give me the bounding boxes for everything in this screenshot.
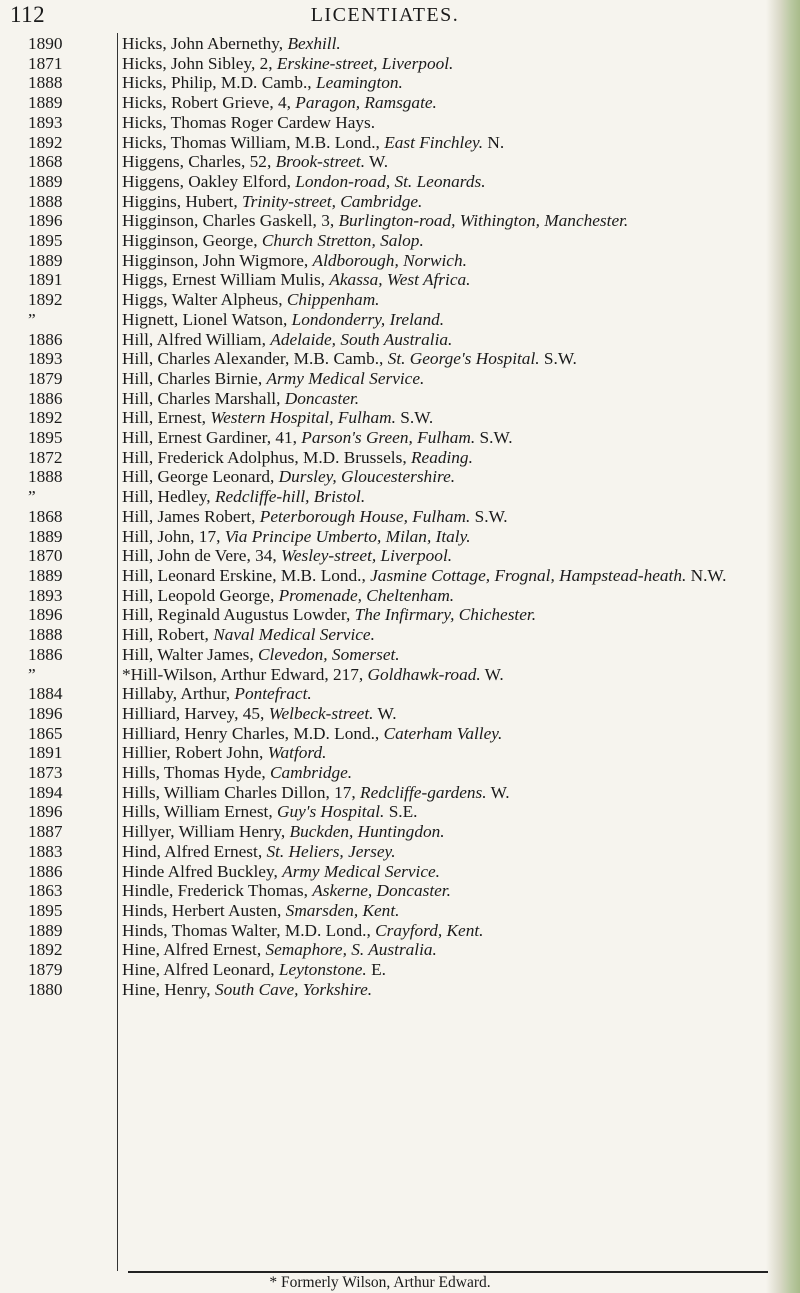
entry-text: [122, 54, 786, 74]
entry-text: [122, 290, 786, 310]
entry-text: [122, 862, 786, 882]
entry-year: 1895: [28, 900, 63, 920]
entry-text: [122, 645, 786, 665]
entry-text: [122, 507, 786, 527]
list-item: [0, 645, 790, 665]
entry-year: 1863: [28, 881, 63, 901]
entry-text: [122, 211, 786, 231]
entry-address: Parson's Green, Fulham.: [301, 428, 476, 448]
entry-address: Chippenham.: [286, 290, 380, 310]
entry-text: [122, 724, 786, 744]
list-item: [0, 251, 790, 271]
entry-name: Hilliard, Henry Charles, M.D. Lond.,: [122, 723, 384, 743]
entry-text: [122, 192, 786, 212]
entry-text: [122, 960, 786, 980]
entry-year: 1893: [28, 585, 63, 605]
entry-address: Redcliffe-hill, Bristol.: [214, 487, 366, 507]
entry-year: 1870: [28, 546, 63, 566]
entry-year: 1886: [28, 329, 63, 349]
entry-text: [122, 546, 786, 566]
entry-address: Londonderry, Ireland.: [291, 309, 445, 329]
entry-year: 1892: [28, 408, 63, 428]
entry-name: Hinde Alfred Buckley,: [122, 861, 283, 881]
entry-year: 1890: [28, 34, 63, 53]
entry-text: [122, 231, 786, 251]
list-item: [0, 921, 790, 941]
entry-year: 1893: [28, 112, 63, 132]
entry-year: 1889: [28, 171, 63, 191]
entry-name: Hillier, Robert John,: [122, 743, 268, 763]
entry-text: [122, 448, 786, 468]
entry-name: Hicks, John Abernethy,: [122, 34, 288, 53]
entry-name: Hill, James Robert,: [122, 506, 260, 526]
list-item: [0, 330, 790, 350]
entry-name: Hill, Hedley,: [122, 487, 215, 507]
list-item: [0, 783, 790, 803]
entry-year: 1896: [28, 211, 63, 231]
entry-name: *Hill-Wilson, Arthur Edward, 217,: [122, 664, 368, 684]
entry-address: Naval Medical Service.: [213, 625, 375, 645]
entry-name: Hills, Thomas Hyde,: [122, 763, 271, 783]
entry-address: Western Hospital, Fulham.: [210, 408, 396, 428]
list-item: [0, 408, 790, 428]
entry-year: 1888: [28, 191, 63, 211]
entry-address: Watford.: [267, 743, 327, 763]
entry-year: 1889: [28, 250, 63, 270]
list-item: [0, 684, 790, 704]
list-item: [0, 448, 790, 468]
list-item: [0, 467, 790, 487]
entry-text: [122, 783, 786, 803]
entry-district: W.: [480, 664, 504, 684]
entry-year: 1889: [28, 565, 63, 585]
entry-year: 1892: [28, 132, 63, 152]
entry-name: Hicks, Philip, M.D. Camb.,: [122, 73, 316, 93]
entry-address: Leamington.: [315, 73, 403, 93]
list-item: [0, 901, 790, 921]
entry-name: Hine, Alfred Leonard,: [122, 960, 279, 980]
entry-text: [122, 487, 786, 507]
list-item: [0, 605, 790, 625]
entry-year: ”: [28, 664, 36, 684]
list-item: [0, 133, 790, 153]
list-item: [0, 428, 790, 448]
entry-text: [122, 625, 786, 645]
entry-year: 1894: [28, 782, 63, 802]
entry-address: Pontefract.: [234, 684, 312, 704]
entry-name: Hicks, Thomas Roger Cardew Hays.: [122, 112, 376, 132]
entry-address: Guy's Hospital.: [276, 802, 385, 822]
entry-text: [122, 743, 786, 763]
entry-name: Hill, Charles Birnie,: [122, 368, 267, 388]
list-item: [0, 152, 790, 172]
entry-text: [122, 901, 786, 921]
list-item: [0, 704, 790, 724]
entry-text: [122, 133, 786, 153]
entry-district: N.W.: [686, 565, 727, 585]
entry-name: Hillaby, Arthur,: [122, 684, 235, 704]
entry-text: [122, 389, 786, 409]
entry-text: [122, 566, 786, 586]
entry-text: [122, 73, 786, 93]
entry-name: Hicks, Robert Grieve, 4,: [122, 93, 296, 113]
entry-text: [122, 940, 786, 960]
entry-name: Hind, Alfred Ernest,: [122, 841, 267, 861]
entry-text: [122, 684, 786, 704]
entry-year: 1888: [28, 467, 63, 487]
list-item: [0, 507, 790, 527]
entry-year: 1886: [28, 644, 63, 664]
entry-text: [122, 881, 786, 901]
entry-text: [122, 408, 786, 428]
entry-address: Bexhill.: [287, 34, 341, 53]
entry-name: Higgs, Ernest William Mulis,: [122, 270, 330, 290]
entry-address: Jasmine Cottage, Frognal, Hampstead-heath.: [370, 565, 687, 585]
entry-district: E.: [366, 960, 386, 980]
entry-address: Brook-street.: [275, 152, 366, 172]
page-header: [0, 0, 800, 30]
entry-text: [122, 34, 786, 54]
entry-address: Caterham Valley.: [383, 723, 503, 743]
list-item: [0, 763, 790, 783]
entry-address: Paragon, Ramsgate.: [295, 93, 437, 113]
entry-address: Cambridge.: [270, 763, 353, 783]
entry-text: [122, 665, 786, 685]
entry-text: [122, 802, 786, 822]
entry-district: S.W.: [539, 349, 577, 369]
entry-address: St. Heliers, Jersey.: [266, 841, 396, 861]
list-item: [0, 743, 790, 763]
list-item: [0, 802, 790, 822]
entry-address: Crayford, Kent.: [375, 920, 484, 940]
page-number: 112: [10, 2, 46, 27]
list-item: [0, 54, 790, 74]
entry-name: Hill, George Leonard,: [122, 467, 279, 487]
list-item: [0, 665, 790, 685]
list-item: [0, 211, 790, 231]
entry-address: Leytonstone.: [278, 960, 367, 980]
entry-year: 1891: [28, 743, 63, 763]
entry-name: Hinds, Thomas Walter, M.D. Lond.,: [122, 920, 376, 940]
entry-name: Hill, Alfred William,: [122, 329, 271, 349]
list-item: [0, 34, 790, 54]
entry-address: Clevedon, Somerset.: [258, 644, 400, 664]
entry-year: 1892: [28, 940, 63, 960]
entry-name: Hill, Charles Alexander, M.B. Camb.,: [122, 349, 388, 369]
list-item: [0, 231, 790, 251]
list-item: [0, 487, 790, 507]
entry-year: 1880: [28, 979, 63, 999]
entry-year: 1865: [28, 723, 63, 743]
entry-text: [122, 330, 786, 350]
entry-address: Church Stretton, Salop.: [261, 231, 424, 251]
entry-district: N.: [483, 132, 505, 152]
entry-address: Buckden, Huntingdon.: [289, 822, 445, 842]
entry-year: 1868: [28, 152, 63, 172]
entry-year: 1895: [28, 231, 63, 251]
entry-text: [122, 152, 786, 172]
entry-year: 1888: [28, 625, 63, 645]
entry-year: 1889: [28, 93, 63, 113]
entry-address: Army Medical Service.: [282, 861, 441, 881]
entry-name: Hilliard, Harvey, 45,: [122, 703, 269, 723]
entry-address: Via Principe Umberto, Milan, Italy.: [224, 526, 471, 546]
entry-address: Army Medical Service.: [266, 368, 425, 388]
entry-address: Aldborough, Norwich.: [312, 250, 467, 270]
entry-district: S.W.: [475, 428, 513, 448]
entry-text: [122, 921, 786, 941]
list-item: [0, 862, 790, 882]
entry-year: 1868: [28, 506, 63, 526]
entry-name: Hindle, Frederick Thomas,: [122, 881, 313, 901]
entry-district: W.: [486, 782, 510, 802]
entry-text: [122, 349, 786, 369]
entry-name: Hinds, Herbert Austen,: [122, 900, 286, 920]
entry-year: 1873: [28, 763, 63, 783]
list-item: [0, 625, 790, 645]
entry-year: 1883: [28, 841, 63, 861]
entry-name: Higgs, Walter Alpheus,: [122, 290, 287, 310]
entry-address: Erskine-street, Liverpool.: [276, 53, 454, 73]
entry-text: [122, 842, 786, 862]
list-item: [0, 270, 790, 290]
running-head: LICENTIATES.: [310, 4, 460, 26]
list-item: [0, 980, 790, 1000]
entry-year: 1889: [28, 920, 63, 940]
list-item: [0, 546, 790, 566]
entry-name: Hine, Alfred Ernest,: [122, 940, 266, 960]
entry-address: The Infirmary, Chichester.: [354, 605, 537, 625]
entry-name: Hill, John, 17,: [122, 526, 225, 546]
entry-address: East Finchley.: [384, 132, 484, 152]
entry-address: Redcliffe-gardens.: [360, 782, 487, 802]
list-item: [0, 369, 790, 389]
list-item: [0, 960, 790, 980]
entry-address: Promenade, Cheltenham.: [278, 585, 455, 605]
entry-text: [122, 270, 786, 290]
entry-address: Smarsden, Kent.: [285, 900, 400, 920]
entry-address: Doncaster.: [284, 388, 360, 408]
list-item: [0, 842, 790, 862]
entry-address: Semaphore, S. Australia.: [265, 940, 437, 960]
entry-name: Higgins, Hubert,: [122, 191, 242, 211]
list-item: [0, 73, 790, 93]
entry-name: Hicks, John Sibley, 2,: [122, 53, 277, 73]
entry-name: Hine, Henry,: [122, 979, 215, 999]
entry-address: Peterborough House, Fulham.: [259, 506, 471, 526]
entry-year: 1892: [28, 290, 63, 310]
entry-address: Adelaide, South Australia.: [270, 329, 453, 349]
entry-address: Dursley, Gloucestershire.: [278, 467, 456, 487]
list-item: [0, 724, 790, 744]
entry-address: South Cave, Yorkshire.: [214, 979, 373, 999]
list-item: [0, 93, 790, 113]
entry-text: [122, 172, 786, 192]
entry-district: S.W.: [470, 506, 508, 526]
entry-address: Goldhawk-road.: [367, 664, 481, 684]
entry-address: Welbeck-street.: [268, 703, 374, 723]
entry-name: Hill, Leonard Erskine, M.B. Lond.,: [122, 565, 371, 585]
entry-name: Hill, Ernest,: [122, 408, 211, 428]
entry-name: Hillyer, William Henry,: [122, 822, 290, 842]
footnote: * Formerly Wilson, Arthur Edward.: [269, 1274, 491, 1291]
entry-year: 1872: [28, 447, 63, 467]
list-item: [0, 290, 790, 310]
entry-text: [122, 251, 786, 271]
entry-name: Hill, Ernest Gardiner, 41,: [122, 428, 302, 448]
entry-name: Higginson, Charles Gaskell, 3,: [122, 211, 339, 231]
list-item: [0, 940, 790, 960]
list-item: [0, 192, 790, 212]
entry-address: Burlington-road, Withington, Manchester.: [338, 211, 629, 231]
entry-name: Higgens, Charles, 52,: [122, 152, 276, 172]
entry-text: [122, 527, 786, 547]
entry-year: 1889: [28, 526, 63, 546]
entry-district: S.E.: [384, 802, 418, 822]
entry-address: Wesley-street, Liverpool.: [281, 546, 453, 566]
entry-year: 1886: [28, 861, 63, 881]
entry-text: [122, 763, 786, 783]
entry-name: Hignett, Lionel Watson,: [122, 309, 292, 329]
entry-text: [122, 467, 786, 487]
entry-name: Hicks, Thomas William, M.B. Lond.,: [122, 132, 385, 152]
entry-name: Hill, Leopold George,: [122, 585, 279, 605]
entry-name: Hill, Charles Marshall,: [122, 388, 285, 408]
entry-text: [122, 113, 786, 133]
entry-name: Hill, John de Vere, 34,: [122, 546, 282, 566]
entry-address: Trinity-street, Cambridge.: [242, 191, 423, 211]
entry-text: [122, 428, 786, 448]
list-item: [0, 349, 790, 369]
list-item: [0, 389, 790, 409]
entry-list: [0, 34, 790, 999]
entry-year: 1879: [28, 960, 63, 980]
entry-name: Hill, Frederick Adolphus, M.D. Brussels,: [122, 447, 411, 467]
list-item: [0, 113, 790, 133]
list-item: [0, 881, 790, 901]
entry-address: Reading.: [410, 447, 473, 467]
entry-district: S.W.: [395, 408, 434, 428]
entry-year: 1888: [28, 73, 63, 93]
entry-name: Hills, William Charles Dillon, 17,: [122, 782, 361, 802]
entry-text: [122, 310, 786, 330]
entry-year: 1896: [28, 703, 63, 723]
entry-text: [122, 980, 786, 1000]
entry-text: [122, 822, 786, 842]
entry-year: 1895: [28, 428, 63, 448]
entry-year: 1896: [28, 605, 63, 625]
entry-year: 1887: [28, 822, 63, 842]
entry-year: 1891: [28, 270, 63, 290]
entry-text: [122, 704, 786, 724]
entry-text: [122, 93, 786, 113]
entry-text: [122, 586, 786, 606]
entry-address: Askerne, Doncaster.: [312, 881, 451, 901]
list-item: [0, 172, 790, 192]
entry-district: W.: [373, 703, 397, 723]
entry-year: 1871: [28, 53, 63, 73]
entry-text: [122, 605, 786, 625]
entry-year: 1896: [28, 802, 63, 822]
entry-name: Hills, William Ernest,: [122, 802, 277, 822]
list-item: [0, 566, 790, 586]
entry-address: Akassa, West Africa.: [329, 270, 471, 290]
entry-year: 1879: [28, 368, 63, 388]
entry-name: Higgens, Oakley Elford,: [122, 171, 296, 191]
entry-year: ”: [28, 309, 36, 329]
entry-name: Hill, Walter James,: [122, 644, 259, 664]
list-item: [0, 527, 790, 547]
list-item: [0, 310, 790, 330]
entry-district: W.: [365, 152, 389, 172]
entry-name: Higginson, John Wigmore,: [122, 250, 313, 270]
entry-address: London-road, St. Leonards.: [295, 171, 486, 191]
entry-name: Higginson, George,: [122, 231, 262, 251]
entry-year: 1886: [28, 388, 63, 408]
entry-text: [122, 369, 786, 389]
entry-name: Hill, Robert,: [122, 625, 214, 645]
entry-year: ”: [28, 487, 36, 507]
list-item: [0, 822, 790, 842]
entry-year: 1884: [28, 684, 63, 704]
entry-name: Hill, Reginald Augustus Lowder,: [122, 605, 355, 625]
entry-year: 1893: [28, 349, 63, 369]
entry-address: St. George's Hospital.: [387, 349, 540, 369]
footnote-rule: [128, 1271, 768, 1273]
list-item: [0, 586, 790, 606]
